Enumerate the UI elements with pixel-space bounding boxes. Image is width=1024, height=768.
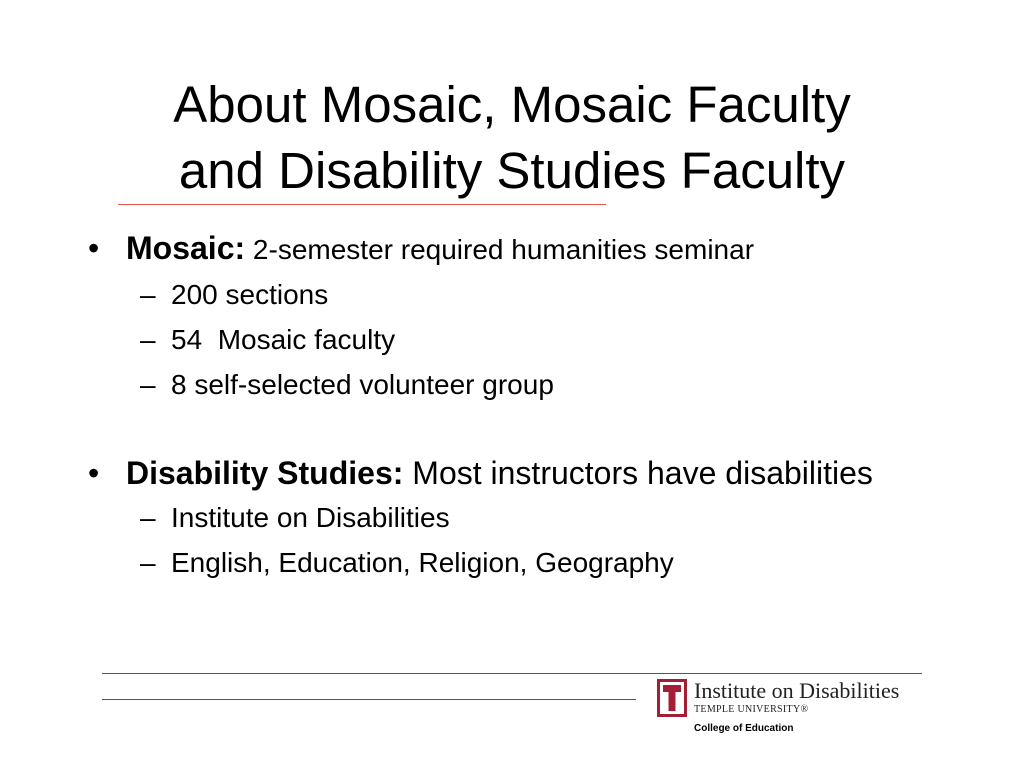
temple-t-bar: [663, 685, 681, 692]
slide-title: [60, 72, 964, 204]
footer-rule-bottom: [102, 699, 636, 700]
sub-item: [88, 317, 968, 362]
sub-item-text: 8 self-selected volunteer group: [171, 369, 554, 400]
sub-item-text: 200 sections: [171, 279, 329, 310]
sub-item: [88, 495, 968, 540]
bullet-item-mosaic: [88, 226, 968, 272]
temple-t-icon: [657, 679, 687, 717]
bullet-marker: •: [88, 230, 100, 266]
dash-marker: –: [140, 369, 156, 400]
title-underline: [118, 204, 606, 205]
bullet-lead: Disability Studies:: [126, 455, 404, 491]
footer-rule-top: [102, 673, 922, 674]
title-line-1: About Mosaic, Mosaic Faculty: [173, 76, 851, 133]
sub-item: [88, 272, 968, 317]
institute-logo: [654, 679, 944, 741]
bullet-text: Most instructors have disabilities: [403, 455, 873, 491]
bullet-lead: Mosaic:: [126, 230, 246, 266]
sub-item-text: English, Education, Religion, Geography: [171, 547, 674, 578]
bullet-marker: •: [88, 455, 100, 491]
logo-institute-name: Institute on Disabilities: [694, 678, 900, 703]
dash-marker: –: [140, 502, 156, 533]
dash-marker: –: [140, 279, 156, 310]
title-line-2: and Disability Studies Faculty: [178, 142, 846, 199]
dash-marker: –: [140, 547, 156, 578]
bullet-gap: [88, 407, 968, 451]
sub-item: [88, 540, 968, 585]
logo-university: TEMPLE UNIVERSITY®: [694, 704, 809, 715]
sub-item-text: 54 Mosaic faculty: [171, 324, 396, 355]
logo-college: College of Education: [694, 723, 794, 734]
bullet-text: 2-semester required humanities seminar: [245, 234, 755, 265]
sub-item-text: Institute on Disabilities: [171, 502, 450, 533]
bullet-item-disability-studies: [88, 451, 968, 495]
sub-item: [88, 362, 968, 407]
dash-marker: –: [140, 324, 156, 355]
bullet-list: [88, 226, 968, 585]
temple-t-stem: [669, 692, 676, 711]
